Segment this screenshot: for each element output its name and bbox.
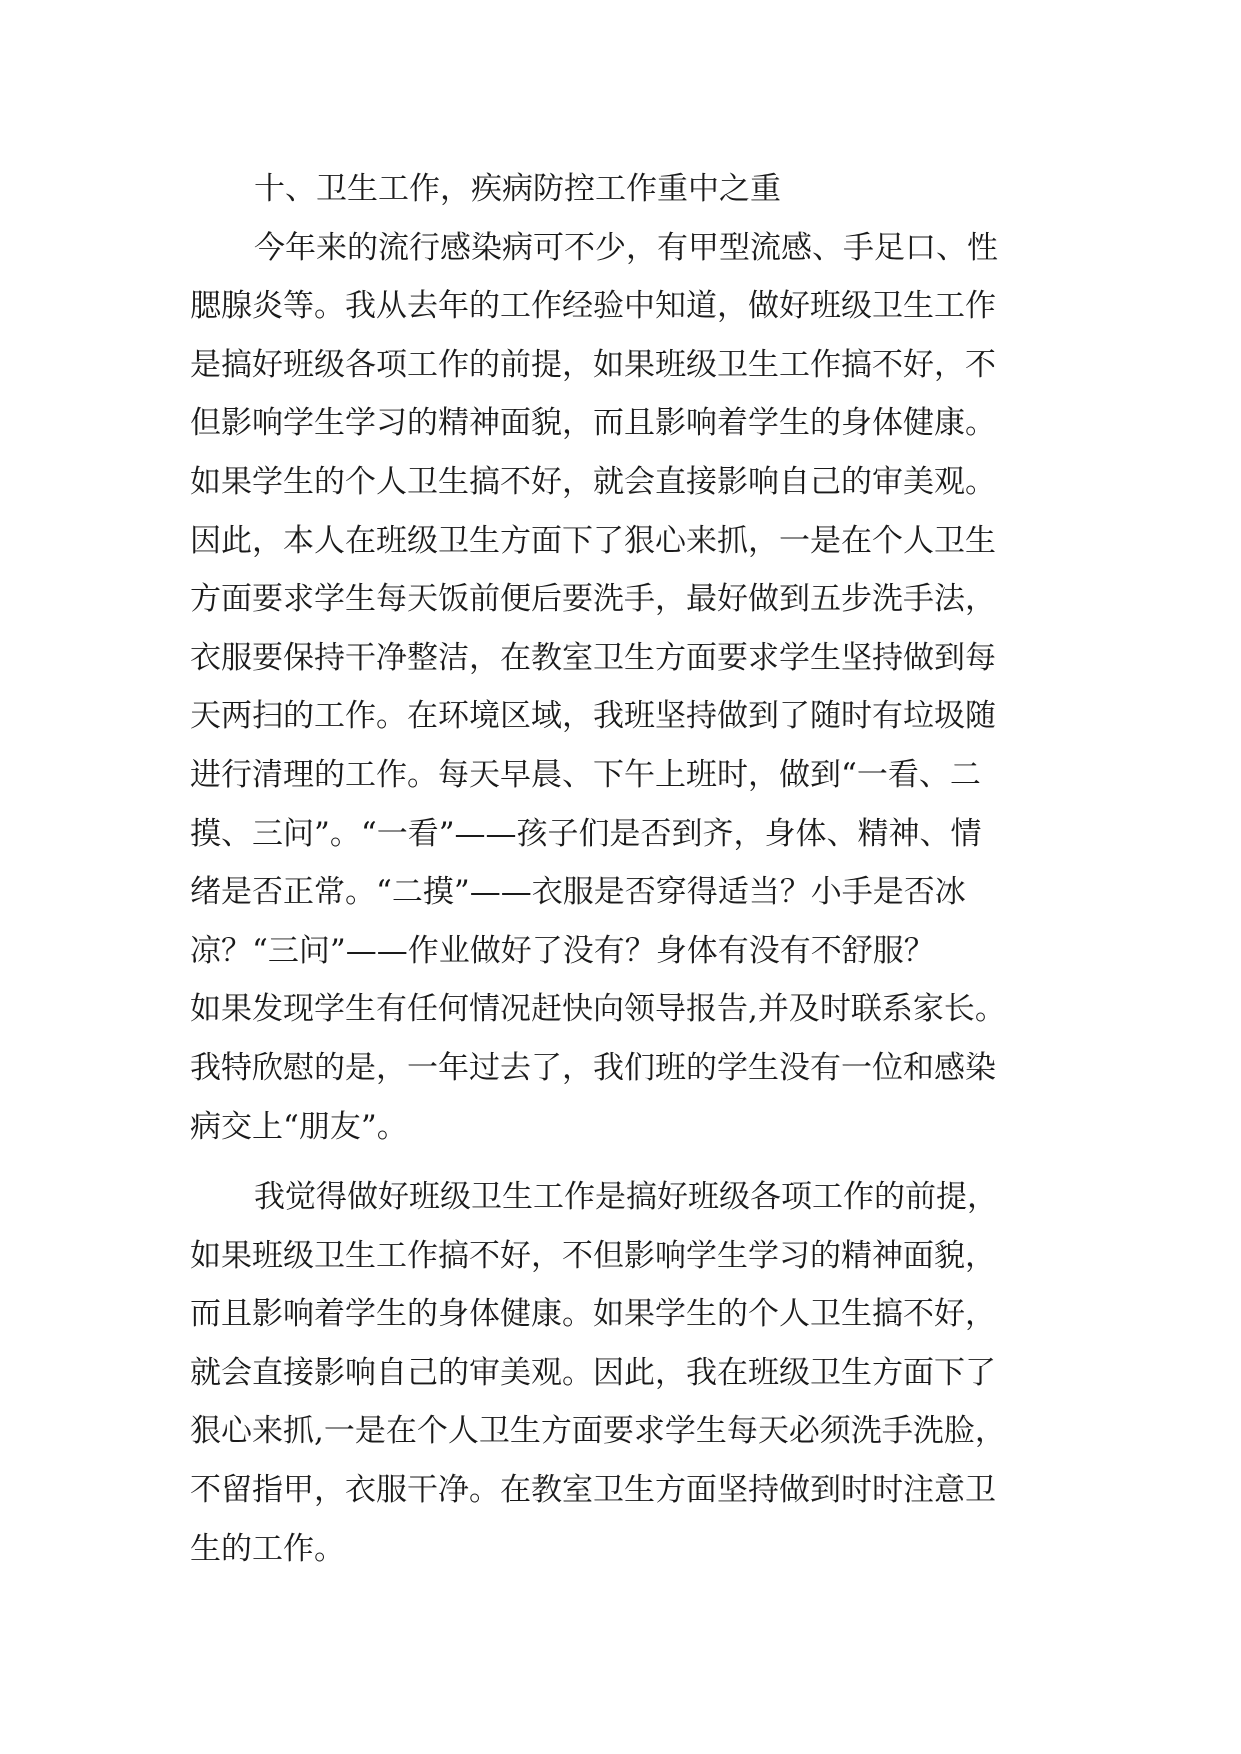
- paragraph-1-line: 凉？“三问”——作业做好了没有？身体有没有不舒服？: [190, 932, 935, 969]
- paragraph-1-line: 今年来的流行感染病可不少，有甲型流感、手足口、性: [254, 229, 998, 266]
- paragraph-2-line: 不留指甲，衣服干净。在教室卫生方面坚持做到时时注意卫: [190, 1472, 996, 1509]
- paragraph-2-line: 如果班级卫生工作搞不好，不但影响学生学习的精神面貌，: [190, 1237, 996, 1274]
- paragraph-1-line: 腮腺炎等。我从去年的工作经验中知道，做好班级卫生工作: [190, 288, 996, 325]
- paragraph-2-line: 生的工作。: [190, 1530, 345, 1567]
- paragraph-1-line: 但影响学生学习的精神面貌，而且影响着学生的身体健康。: [190, 405, 996, 442]
- paragraph-spacer: [190, 1156, 1070, 1168]
- paragraph-1-line: 天两扫的工作。在环境区域，我班坚持做到了随时有垃圾随: [190, 698, 996, 735]
- paragraph-2-line: 而且影响着学生的身体健康。如果学生的个人卫生搞不好，: [190, 1296, 996, 1333]
- paragraph-2-line: 就会直接影响自己的审美观。因此，我在班级卫生方面下了: [190, 1354, 996, 1391]
- paragraph-1-line: 如果学生的个人卫生搞不好，就会直接影响自己的审美观。: [190, 463, 996, 500]
- paragraph-1-line: 病交上“朋友”。: [190, 1108, 408, 1145]
- paragraph-1-line: 方面要求学生每天饭前便后要洗手，最好做到五步洗手法，: [190, 581, 996, 618]
- paragraph-1-line: 进行清理的工作。每天早晨、下午上班时，做到“一看、二: [190, 756, 981, 793]
- paragraph-1-line: 我特欣慰的是，一年过去了，我们班的学生没有一位和感染: [190, 1049, 996, 1086]
- paragraph-1-line: 如果发现学生有任何情况赶快向领导报告,并及时联系家长。: [190, 991, 1006, 1028]
- paragraph-2-line: 狠心来抓,一是在个人卫生方面要求学生每天必须洗手洗脸，: [190, 1413, 1006, 1450]
- document-body: [190, 160, 1070, 1578]
- paragraph-1-line: 是搞好班级各项工作的前提，如果班级卫生工作搞不好，不: [190, 346, 996, 383]
- paragraph-1-line: 绪是否正常。“二摸”——衣服是否穿得适当？小手是否冰: [190, 874, 966, 911]
- paragraph-1-line: 因此，本人在班级卫生方面下了狠心来抓，一是在个人卫生: [190, 522, 996, 559]
- paragraph-1-line: 摸、三问”。“一看”——孩子们是否到齐，身体、精神、情: [190, 815, 982, 852]
- paragraph-1-line: 衣服要保持干净整洁，在教室卫生方面要求学生坚持做到每: [190, 639, 996, 676]
- paragraph-2-line: 我觉得做好班级卫生工作是搞好班级各项工作的前提，: [254, 1179, 998, 1216]
- section-heading: 十、卫生工作，疾病防控工作重中之重: [254, 171, 781, 207]
